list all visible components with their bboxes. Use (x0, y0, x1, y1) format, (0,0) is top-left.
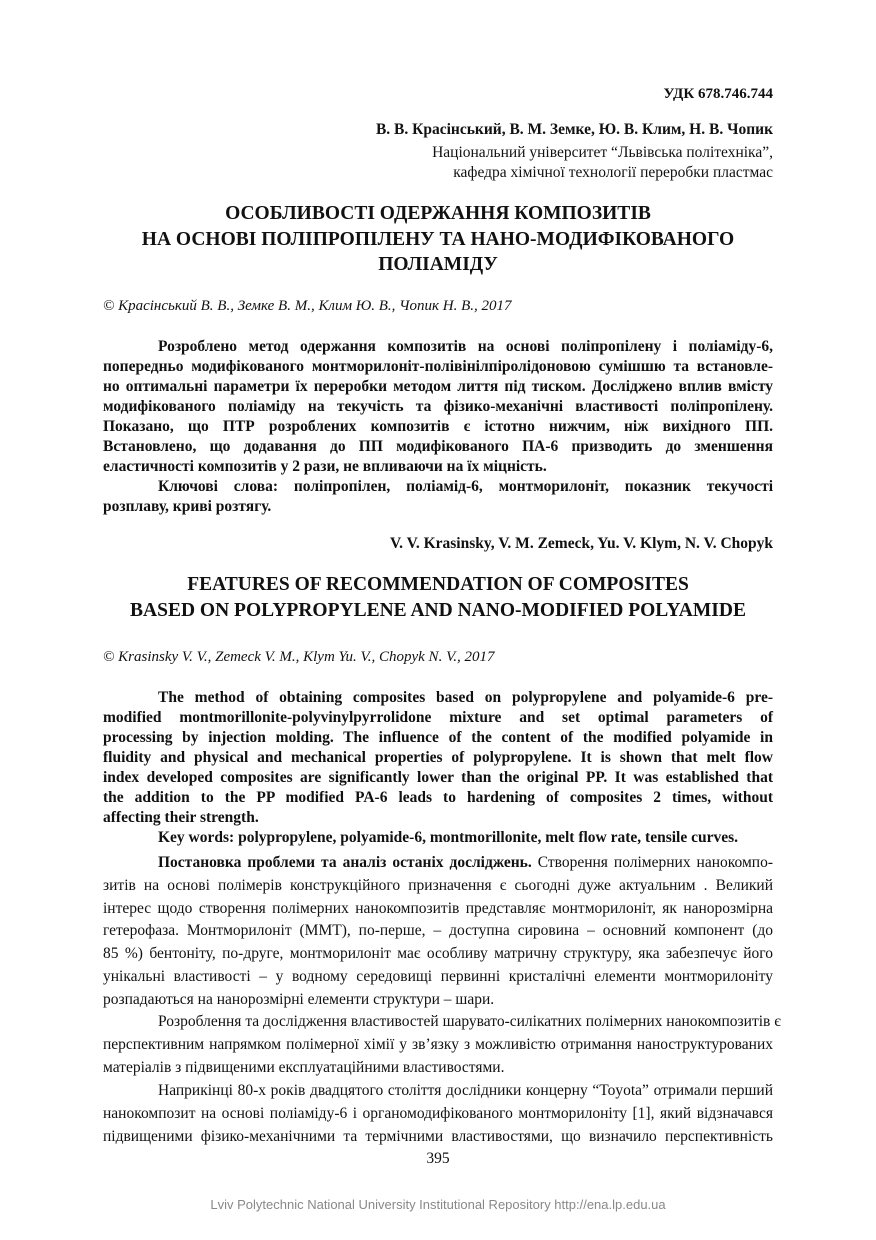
text-line: 85 %) бентоніту, по-друге, монтморилоніт має особливу матричну структуру, яка забезпечує його (103, 945, 773, 963)
title-ua (0, 201, 876, 278)
text-line: The method of obtaining composites based on polypropylene and polyamide-6 pre- (158, 689, 773, 706)
affiliation (432, 143, 773, 183)
section-heading: Постановка проблеми та аналіз останіх досліджень. (158, 854, 532, 871)
authors-ua: В. В. Красінський, В. М. Земке, Ю. В. Клим, Н. В. Чопик (375, 121, 773, 138)
text-line: Встановлено, що додавання до ПП модифікованого ПА-6 призводить до зменшення (103, 438, 773, 455)
abstract-ua (103, 337, 773, 477)
text-line: розпадаються на нанорозмірні елементи структури – шари. (103, 990, 495, 1008)
text-line: modified montmorillonite-polyvinylpyrrolidone mixture and set optimal parameters of (103, 709, 773, 726)
body-line (103, 852, 773, 875)
title-line: ОСОБЛИВОСТІ ОДЕРЖАННЯ КОМПОЗИТІВ (225, 203, 651, 224)
text-line: affecting their strength. (103, 809, 259, 826)
text-line: Наприкінці 80-х років двадцятого століття дослідники концерну “Toyota” отримали перший (158, 1082, 773, 1099)
page-number: 395 (426, 1150, 450, 1167)
text-line: Розроблено метод одержання композитів на основі поліпропілену і поліаміду-6, (158, 338, 773, 355)
text-line: підвищеними фізико-механічними та термічними властивостями, що визначило перспективність (103, 1127, 773, 1145)
body-paragraph-2 (103, 1011, 781, 1079)
text-line: Показано, що ПТР розроблених композитів є істотно нижчим, ніж вихідного ПП. (103, 418, 773, 435)
text-line: Key words: polypropylene, polyamide-6, montmorillonite, melt flow rate, tensile curves. (158, 829, 739, 846)
text-line: розплаву, криві розтягу. (103, 498, 272, 515)
udk-code: УДК 678.746.744 (663, 86, 773, 102)
body-paragraph-1 (103, 852, 773, 1012)
text-line: the addition to the PP modified PA-6 leads to hardening of composites 2 times, without (103, 789, 773, 806)
title-line: BASED ON POLYPROPYLENE AND NANO-MODIFIED POLYAMIDE (130, 599, 746, 621)
repository-footer: Lviv Polytechnic National University Institutional Repository http://ena.lp.edu.ua (210, 1197, 666, 1212)
abstract-en (103, 688, 773, 828)
authors-en: V. V. Krasinsky, V. M. Zemeck, Yu. V. Klym, N. V. Chopyk (389, 535, 773, 552)
keywords-ua (103, 477, 773, 517)
copyright-ua: © Красінський В. В., Земке В. М., Клим Ю. В., Чопик Н. В., 2017 (103, 298, 512, 314)
text-line: Розроблення та дослідження властивостей шарувато-силікатних полімерних нанокомпозитів є (158, 1013, 781, 1030)
text-line: но оптимальні параметри їх переробки методом лиття під тиском. Досліджено вплив вмісту (103, 378, 773, 395)
affiliation-line: кафедра хімічної технології переробки пластмас (453, 164, 773, 181)
text-line: модифікованого поліаміду на текучість та фізико-механічні властивості поліпропілену. (103, 398, 773, 415)
body-text: Створення полімерних нанокомпо- (531, 854, 773, 871)
body-lines (103, 875, 773, 1012)
title-line: НА ОСНОВІ ПОЛІПРОПІЛЕНУ ТА НАНО-МОДИФІКОВАНОГО (141, 228, 735, 250)
title-line: ПОЛІАМІДУ (378, 254, 498, 275)
title-en (0, 572, 876, 623)
body-paragraph-3 (103, 1080, 773, 1148)
text-line: зитів на основі полімерів конструкційного призначення є сьогодні дуже актуальним . Великий (103, 876, 773, 894)
text-line: інтерес щодо створення полімерних нанокомпозитів представляє монтморилоніт, як нанорозмірна (103, 899, 773, 917)
text-line: гетерофаза. Монтморилоніт (ММТ), по-перше, – доступна сировина – основний компонент (до (103, 922, 773, 940)
text-line: index developed composites are significantly lower than the original PP. It was established that (103, 769, 773, 786)
copyright-en: © Krasinsky V. V., Zemeck V. M., Klym Yu. V., Chopyk N. V., 2017 (103, 649, 495, 665)
text-line: перспективним напрямком полімерної хімії у зв’язку з можливістю отримання наноструктурованих (103, 1035, 773, 1053)
keywords-en (103, 828, 773, 848)
affiliation-line: Національний університет “Львівська політехніка”, (432, 144, 773, 161)
text-line: матеріалів з підвищеними експлуатаційними властивостями. (103, 1058, 505, 1076)
text-line: fluidity and physical and mechanical properties of polypropylene. It is shown that melt flow (103, 749, 773, 766)
text-line: Ключові слова: поліпропілен, поліамід-6, монтморилоніт, показник текучості (158, 478, 773, 495)
text-line: попередньо модифікованого монтморилоніт-полівінілпіролідоновою сумішшю та встановле- (103, 358, 773, 375)
text-line: processing by injection molding. The influence of the content of the modified polyamide in (103, 729, 773, 746)
text-line: еластичності композитів у 2 рази, не впливаючи на їх міцність. (103, 458, 547, 475)
title-line: FEATURES OF RECOMMENDATION OF COMPOSITES (187, 574, 689, 595)
text-line: унікальні властивості – у водному середовищі первинні кристалічні елементи монтморилоніту (103, 967, 773, 985)
text-line: нанокомпозит на основі поліаміду-6 і органомодифікованого монтморилоніту [1], який відзначався (103, 1104, 773, 1122)
